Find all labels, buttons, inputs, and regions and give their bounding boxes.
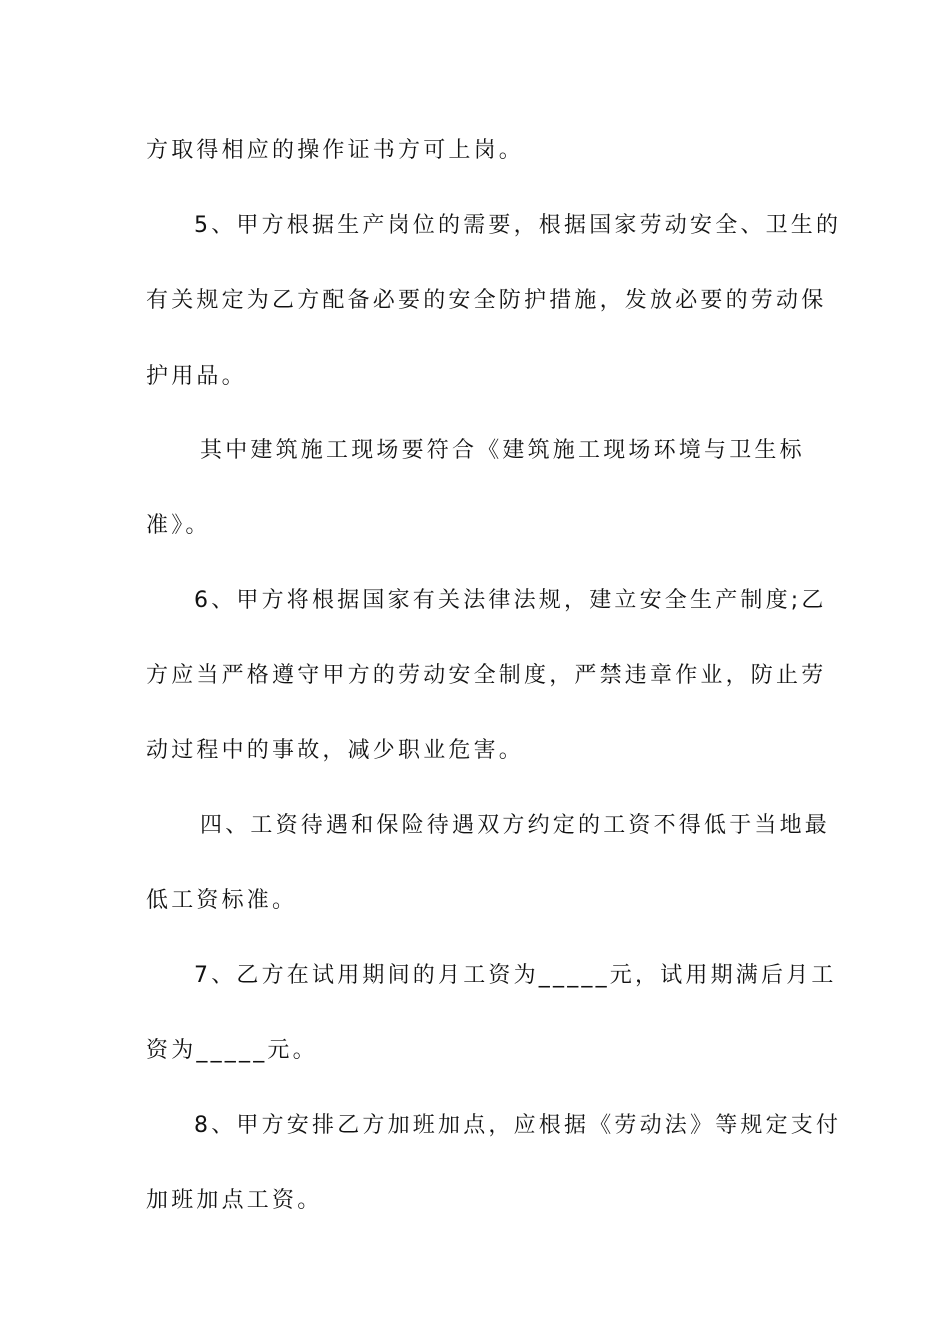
standard-line-2: 准》。 (146, 513, 211, 538)
paragraph-7-line-1: 7、乙方在试用期间的月工资为_____元，试用期满后月工 (194, 963, 837, 988)
paragraph-6-line-2: 方应当严格遵守甲方的劳动安全制度，严禁违章作业，防止劳 (146, 663, 827, 688)
paragraph-8-line-1: 8、甲方安排乙方加班加点，应根据《劳动法》等规定支付 (194, 1113, 842, 1138)
text-line: 方取得相应的操作证书方可上岗。 (146, 138, 525, 163)
section-4-line-2: 低工资标准。 (146, 888, 298, 913)
paragraph-6-line-3: 动过程中的事故，减少职业危害。 (146, 738, 525, 763)
paragraph-5-line-1: 5、甲方根据生产岗位的需要，根据国家劳动安全、卫生的 (194, 213, 842, 238)
paragraph-6-line-1: 6、甲方将根据国家有关法律法规，建立安全生产制度;乙 (194, 588, 827, 613)
section-4-line-1: 四、工资待遇和保险待遇双方约定的工资不得低于当地最 (200, 813, 831, 838)
paragraph-7-line-2: 资为_____元。 (146, 1038, 318, 1063)
paragraph-8-line-2: 加班加点工资。 (146, 1188, 323, 1213)
paragraph-5-line-3: 护用品。 (146, 364, 247, 389)
paragraph-5-line-2: 有关规定为乙方配备必要的安全防护措施，发放必要的劳动保 (146, 288, 827, 313)
standard-line-1: 其中建筑施工现场要符合《建筑施工现场环境与卫生标 (200, 438, 805, 463)
